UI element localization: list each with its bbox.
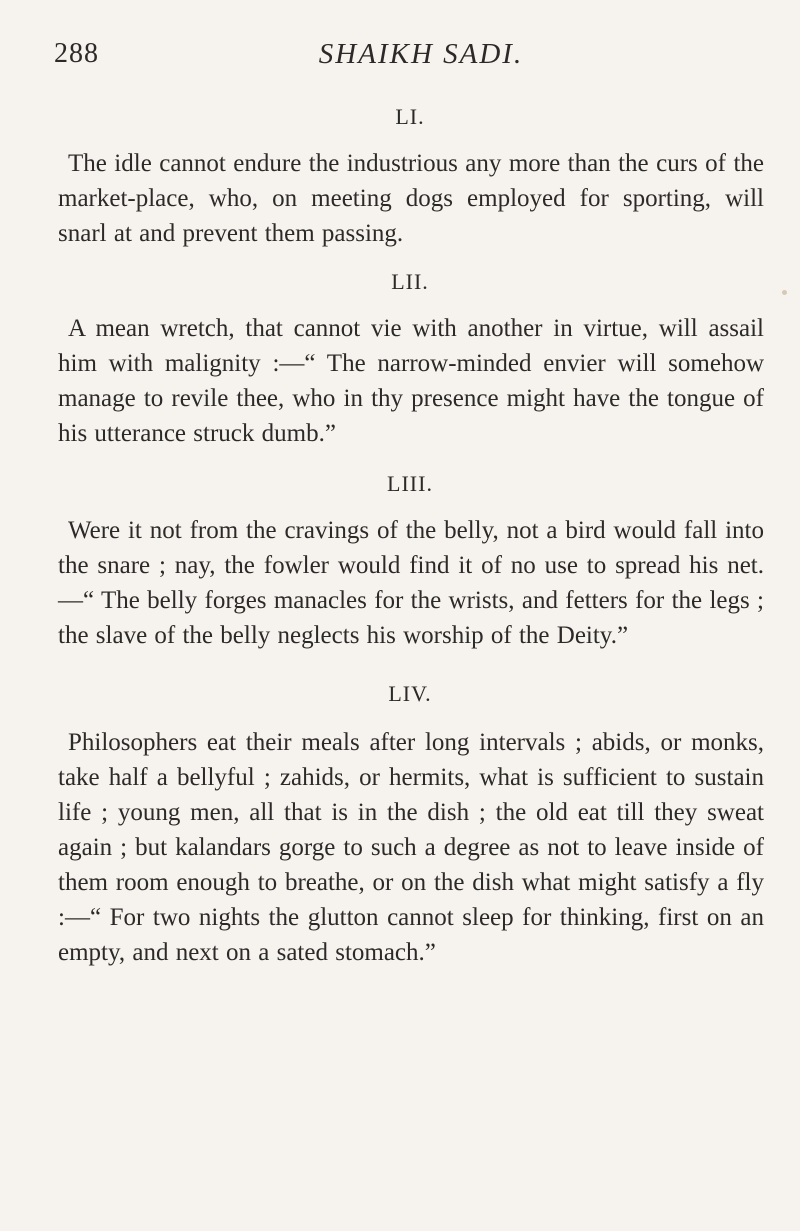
section-numeral: LIII. bbox=[387, 471, 433, 496]
page-number: 288 bbox=[54, 38, 99, 69]
section-paragraph: Philosophers eat their meals after long intervals ; abids, or monks, take half a bellyful ; zahids, or hermits, what is sufficient to sustain life ; young men, all that is in the dish ; the old eat till they sweat again ; but kalandars gorge to such a degree as not to leave inside of them room enough to breathe, or on the dish what might satisfy a fly :—“ For two nights the glutton cannot sleep for thinking, first on an empty, and next on a sated stomach.” bbox=[58, 729, 764, 966]
running-head bbox=[54, 38, 766, 82]
section-paragraph: A mean wretch, that cannot vie with another in virtue, will assail him with malignity :—“ The narrow-minded envier will somehow manage to revile thee, who in thy presence might have the tongue of his utterance struck dumb.” bbox=[58, 315, 764, 447]
section-li bbox=[54, 102, 766, 251]
section-paragraph: The idle cannot endure the industrious any more than the curs of the market-place, who, on meeting dogs employed for sporting, will snarl at and prevent them passing. bbox=[58, 150, 764, 247]
section-numeral: LI. bbox=[395, 104, 425, 129]
running-title: SHAIKH SADI. bbox=[318, 38, 524, 70]
section-liv bbox=[54, 679, 766, 970]
section-lii bbox=[54, 267, 766, 451]
section-paragraph: Were it not from the cravings of the belly, not a bird would fall into the snare ; nay, the fowler would find it of no use to spread his net.—“ The belly forges manacles for the wrists, and fetters for the legs ; the slave of the belly neglects his worship of the Deity.” bbox=[58, 517, 764, 649]
paper-speck bbox=[782, 290, 787, 295]
section-numeral: LIV. bbox=[388, 681, 432, 706]
book-page bbox=[54, 38, 766, 970]
section-numeral: LII. bbox=[391, 269, 429, 294]
section-liii bbox=[54, 469, 766, 653]
